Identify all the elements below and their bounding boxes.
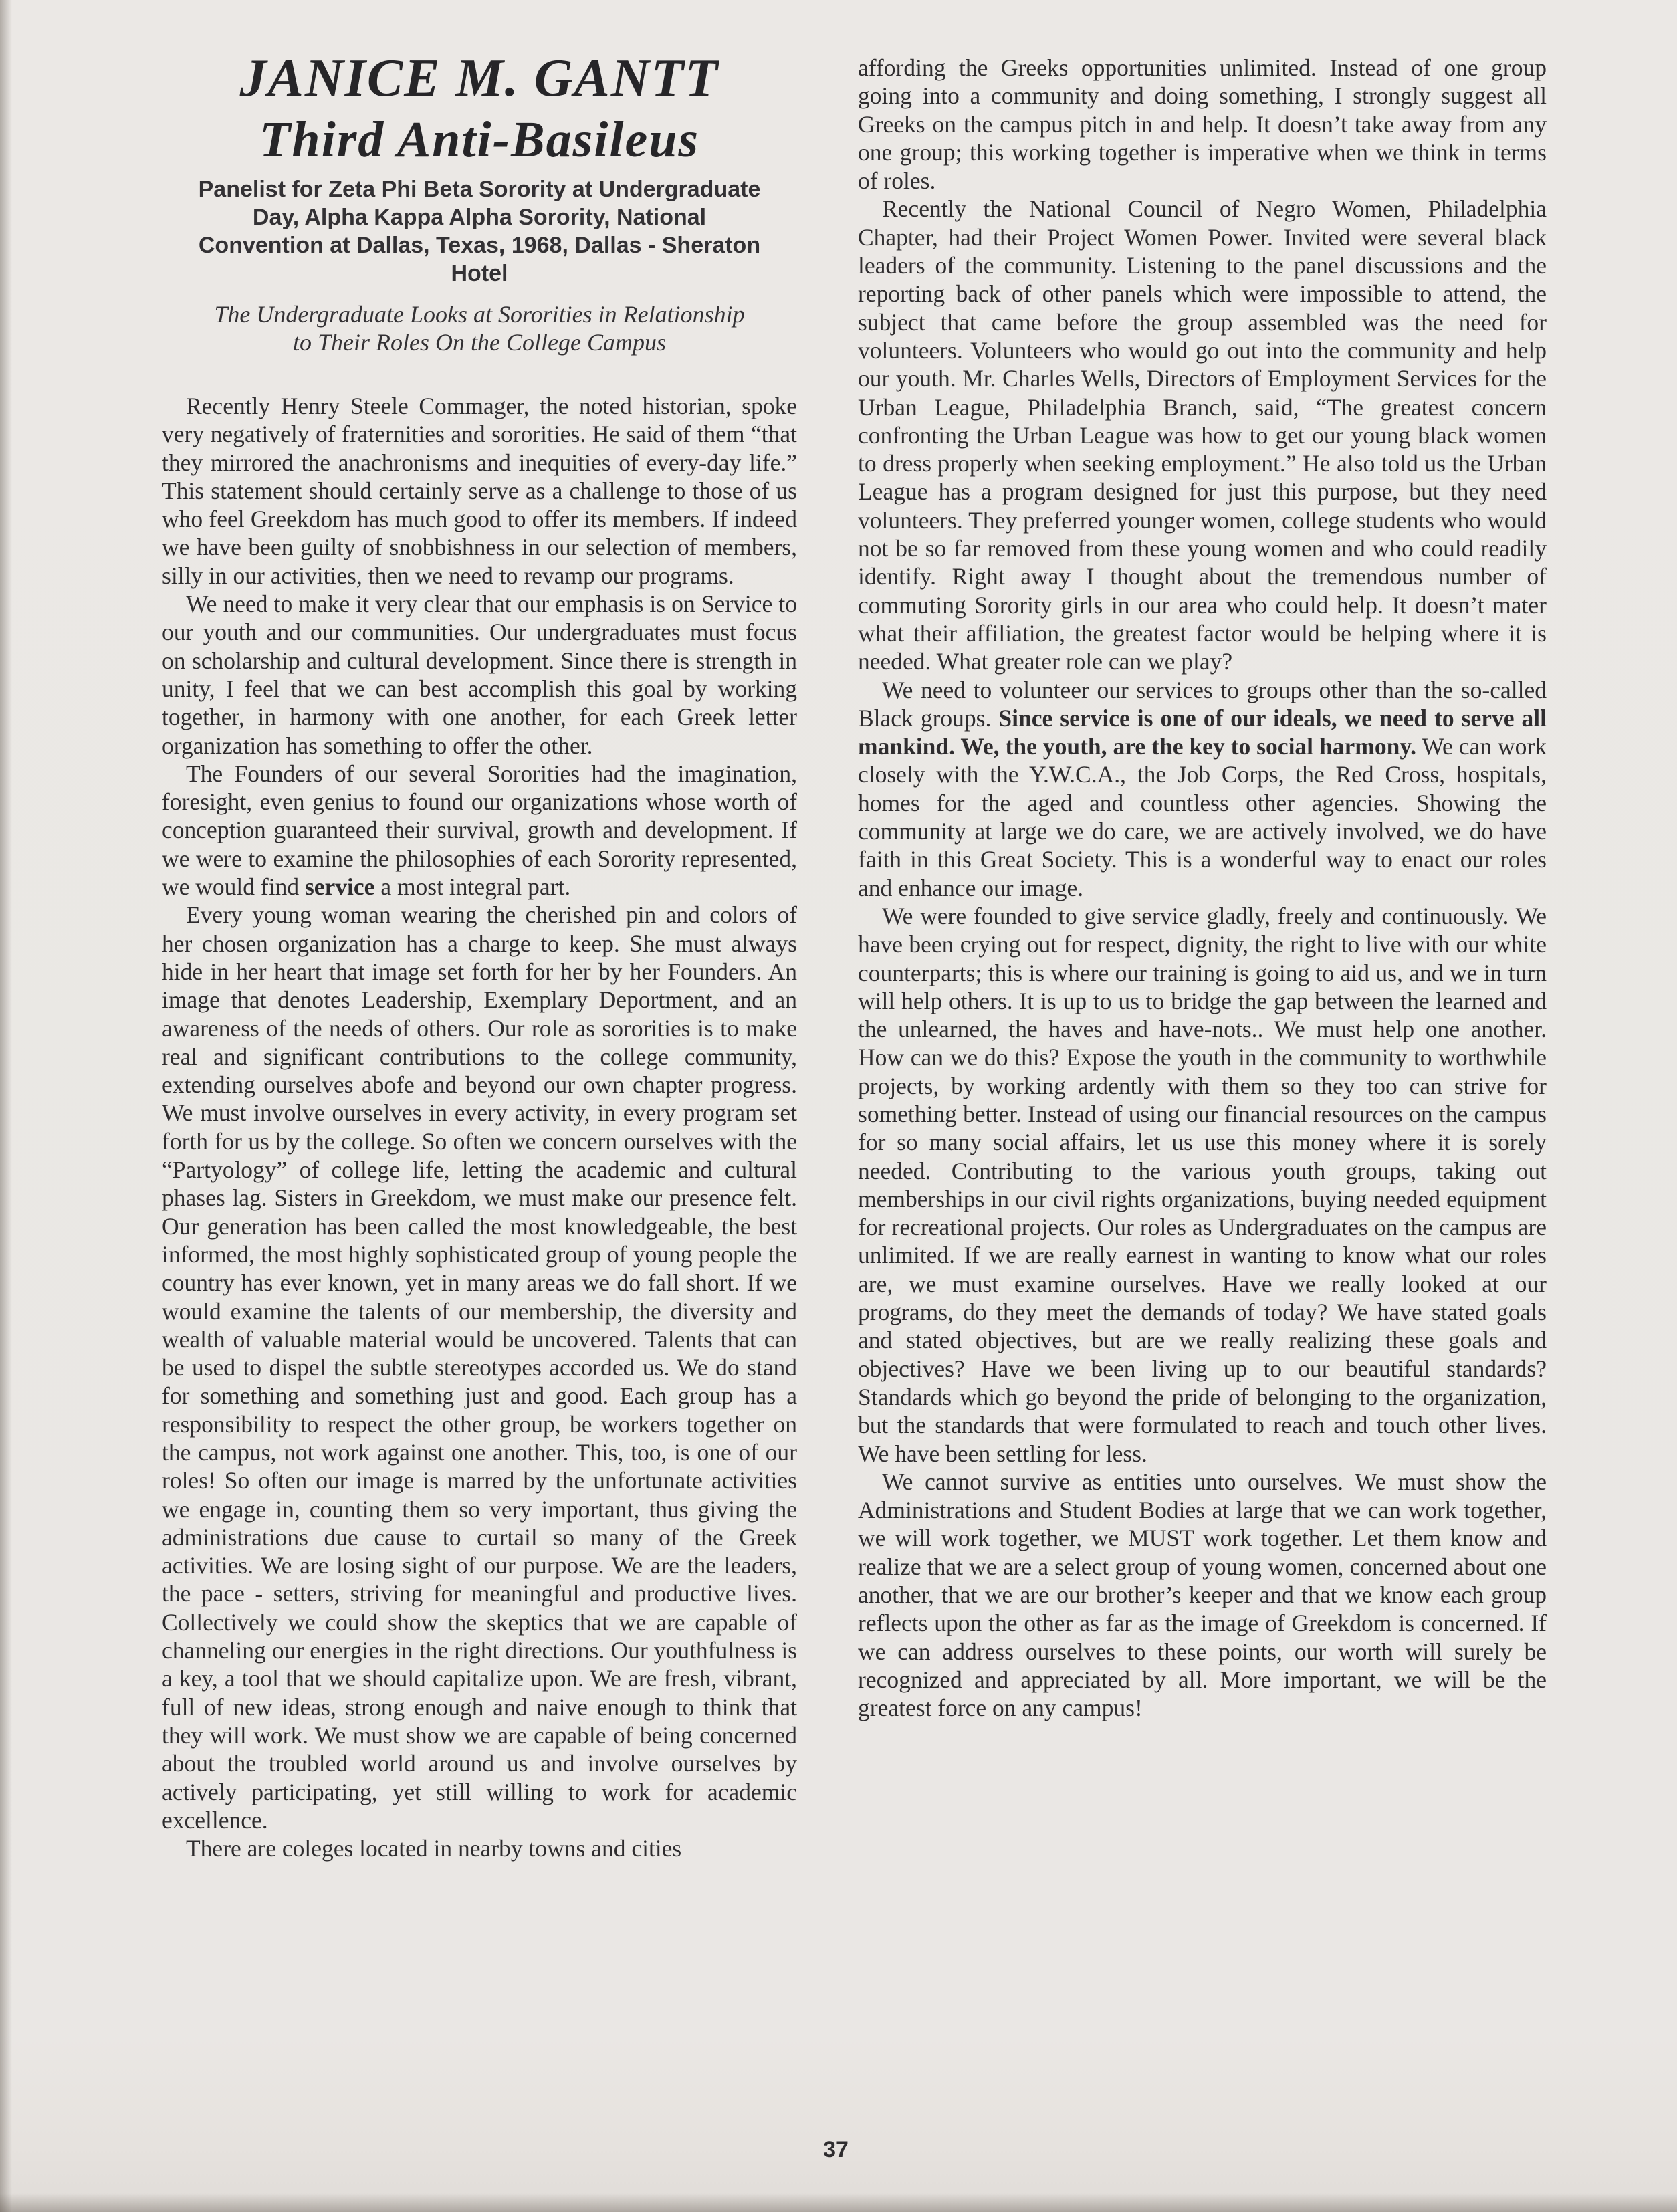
paragraph: We were founded to give service gladly, freely and continuously. We have been crying out for respect, dignity, the right to live with our white counterparts; this is where our training is going to aid us, and we in turn will help others. It is up to us to bridge the gap between the learned and the unlearned, the haves and have-nots.. We must help one another. How can we do this? Expose the youth in the community to worthwhile projects, by working ardently with them so they too can strive for something better. Instead of using our financial resources on the campus for so many social affairs, let us use this money where it is sorely needed. Contributing to the various youth groups, taking out memberships in our civil rights organizations, buying needed equipment for recreational projects. Our roles as Undergraduates on the campus are unlimited. If we are really earnest in wanting to know what our roles are, we must examine ourselves. Have we really looked at our programs, do they meet the demands of today? We have stated goals and stated objectives, but are we really realizing these goals and objectives? Have we been living up to our beautiful standards? Standards which go beyond the pride of belonging to the organization, but the standards that were formulated to reach and touch other lives. We have been settling for less. [858,902,1547,1467]
article-author-role: Third Anti-Basileus [259,112,700,168]
paragraph: Every young woman wearing the cherished pin and colors of her chosen organization has a charge to keep. She must always hide in her heart that image set forth for her by her Founders. An image that denotes Leadership, Exemplary Deportment, and an awareness of the needs of others. Our role as sororities is to make real and significant contributions to the college community, extending ourselves abofe and beyond our own chapter progress. We must involve ourselves in every activity, in every program set forth for us by the college. So often we concern ourselves with the “Partyology” of college life, letting the academic and cultural phases lag. Sisters in Greekdom, we must make our presence felt. Our generation has been called the most knowledgeable, the best informed, the most highly sophisticated group of young people the country has ever known, yet in many areas we do fall short. If we would examine the talents of our membership, the diversity and wealth of valuable material would be uncovered. Talents that can be used to dispel the subtle stereotypes accorded us. We do stand for something and something just and good. Each group has a responsibility to respect the other group, be workers together on the campus, not work against one another. This, too, is one of our roles! So often our image is marred by the unfortunate activities we engage in, counting them so very important, thus giving the administrations due cause to curtail so many of the Greek activities. We are losing sight of our purpose. We are the leaders, the pace - setters, striving for meaningful and productive lives. Collectively we could show the skeptics that we are capable of channeling our energies in the right directions. Our youthfulness is a key, a tool that we should capitalize upon. We are fresh, vibrant, full of new ideas, strong enough and naive enough to think that they will work. We must show we are capable of being concerned about the troubled world around us and involve ourselves by actively participating, yet still willing to work for academic excellence. [162,901,797,1834]
emphasis-text: service [304,873,375,901]
paragraph: We need to make it very clear that our emphasis is on Service to our youth and our communities. Our undergraduates must focus on scholarship and cultural development. Since there is strength in unity, I feel that we can best accomplish this goal by working together, in harmony with one another, for each Greek letter organization has something to offer the other. [162,590,797,759]
paragraph-text: We can work closely with the Y.W.C.A., the Job Corps, the Red Cross, hospitals, homes for the aged and countless other agencies. Showing the community at large we do care, we are actively involved, we do have faith in this Great Society. This is a wonderful way to enact our roles and enhance our image. [858,733,1547,901]
paragraph: Recently the National Council of Negro Women, Philadelphia Chapter, had their Project Women Power. Invited were several black leaders of the community. Listening to the panel discussions and the reporting back of other panels which were impossible to attend, the subject that came before the group assembled was the need for volunteers. Volunteers who would go out into the community and help our youth. Mr. Charles Wells, Directors of Employment Services for the Urban League, Philadelphia Branch, said, “The greatest concern confronting the Urban League was how to get our young black women to dress properly when seeking employment.” He also told us the Urban League has a program designed for just this purpose, but they need volunteers. They preferred younger women, college students who would not be so far removed from these young women and who could readily identify. Right away I thought about the tremendous number of commuting Sorority girls in our area who could help. It doesn’t mater what their affiliation, the greatest factor would be helping where it is needed. What greater role can we play? [858,195,1547,675]
paragraph: There are coleges located in nearby towns and cities [186,1835,682,1862]
panelist-caption: Panelist for Zeta Phi Beta Sorority at Undergraduate Day, Alpha Kappa Alpha Sorority, National Convention at Dallas, Texas, 1968, Dallas - Sheraton Hotel [198,177,761,286]
left-column [162,0,797,2212]
paragraph: We cannot survive as entities unto ourselves. We must show the Administrations and Student Bodies at large that we can work together, we will work together, we MUST work together. Let them know and realize that we are a select group of young women, concerned about one another, that we are our brother’s keeper and that we know each group reflects upon the other as far as the image of Greekdom is concerned. If we can address ourselves to these points, our worth will surely be recognized and appreciated by all. More important, we will be the greatest force on any campus! [858,1468,1547,1722]
paragraph-text: a most integral part. [374,873,571,901]
page-left-shadow [0,0,12,2212]
paragraph [858,676,1547,902]
left-column-body [162,392,797,1862]
right-column [858,0,1547,2212]
paragraph: Recently Henry Steele Commager, the noted historian, spoke very negatively of fraternities and sororities. He said of them “that they mirrored the anachronisms and inequities of every-day life.” This statement should certainly serve as a challenge to those of us who feel Greekdom has much good to offer its members. If indeed we have been guilty of snobbishness in our selection of members, silly in our activities, then we need to revamp our programs. [162,393,797,589]
emphasis-text: Since service is one of our ideals, we need to serve all mankind. We, the youth, are the key to social harmony. [858,704,1547,760]
article-subtitle: The Undergraduate Looks at Sororities in Relationship to Their Roles On the College Campus [214,301,745,356]
page-number: 37 [823,2137,849,2163]
paragraph-text: The Founders of our several Sororities had the imagination, foresight, even genius to found our organizations whose worth of conception guaranteed their survival, growth and development. If we were to examine the philosophies of each Sorority represented, we would find [162,760,797,901]
paragraph-text: We need to volunteer our services to groups other than the so-called Black groups. [858,676,1547,732]
paragraph: affording the Greeks opportunities unlimited. Instead of one group going into a community and doing something, I strongly suggest all Greeks on the campus pitch in and help. It doesn’t take away from any one group; this working together is imperative when we think in terms of roles. [858,54,1547,195]
paragraph [162,760,797,901]
article-author-name: JANICE M. GANTT [239,49,719,108]
right-column-body [858,53,1547,1723]
